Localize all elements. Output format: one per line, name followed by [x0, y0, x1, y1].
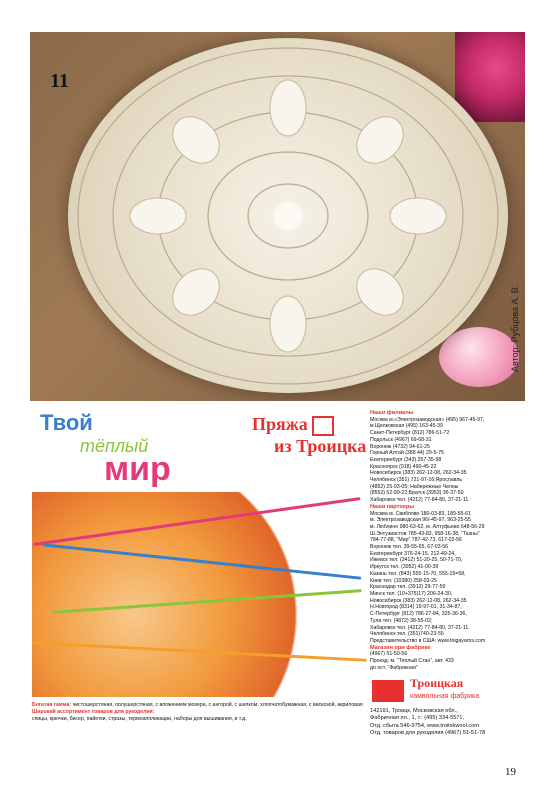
factory-contact-line: Отд. товаров для рукоделия (4967) 51-51-78 [370, 730, 486, 737]
crochet-doily-image [68, 38, 508, 393]
branch-line: Хабаровск тел. (4212) 77-84-80, 37-21-11 [370, 497, 469, 504]
partner-line: Представительство в США: www.toigayarns.com [370, 637, 486, 644]
partners-title: Наши партнеры [370, 503, 415, 510]
branch-line: м.Щелковская (495) 163-45-39 [370, 423, 443, 430]
shop-title: Магазин при фабрике [370, 644, 431, 651]
branches-title: Наши филиалы [370, 410, 414, 416]
slogan-line-2: тёплый [80, 436, 149, 456]
contacts-panel [370, 410, 526, 671]
shop-line: Проезд: м. "Теплый Стан", авт. 433 [370, 658, 454, 665]
partners-list [370, 511, 526, 645]
brand-logo-icon [312, 416, 334, 436]
factory-contact-line: Отд. сбыта 546-9754, www.troitskwool.com [370, 722, 479, 729]
doily-photo [30, 32, 525, 401]
factory-name: Троицкая [410, 676, 464, 690]
brand-title [252, 414, 366, 456]
partner-line: Екатеринбург 376-24-15, 212-49-24, [370, 550, 456, 557]
shop-line: до ост. "Фабрикная" [370, 664, 418, 671]
branch-line: Горный Алтай (388 44) 29-5-75 [370, 450, 444, 457]
photo-number: 11 [50, 70, 69, 92]
partner-line: Воронеж тел. 39-55-65, 67-03-56 [370, 544, 449, 551]
partner-line: Минск тел. (10+375)17) 206-24-30, [370, 590, 453, 597]
slogan-line-3: мир [104, 450, 171, 488]
partner-line: Хабаровск тел. (4212) 77-84-80, 37-21-11, [370, 624, 470, 631]
partner-line: Иркутск тел. (3952) 41-00-39 [370, 564, 439, 571]
range-title: Богатая гамма: [32, 702, 72, 708]
shop-line: (4967) 51-50-56 [370, 651, 408, 658]
branch-line: Санкт-Петербург (812) 786-51-72 [370, 430, 450, 437]
branch-line: Красноярск (918) 490-45-22 [370, 463, 437, 470]
page-number: 19 [505, 766, 516, 778]
factory-contacts [370, 708, 526, 738]
factory-contact-line: Фабричная пл., 1, т.: (495) 334-5571, [370, 715, 465, 722]
slogan-line-1: Твой [40, 410, 93, 435]
branch-line: Подольск (4967) 69-68-31 [370, 436, 432, 443]
assortment-block [32, 702, 367, 723]
factory-logo-icon [372, 680, 404, 702]
branch-line: Воронеж (4732) 94-61-25 [370, 443, 430, 450]
partner-line: Киев тел. (10380) 258-03-25 [370, 577, 437, 584]
partner-line: Казань тел. (843) 555-15-70, 555-15=58, [370, 570, 466, 577]
branch-line: Новосибирск (383) 262-12-08, 262-34-35 [370, 470, 467, 477]
factory-subtitle: камвольная фабрика [410, 693, 480, 700]
brand-line-2: из Троицка [274, 435, 367, 456]
partner-line: 784-77-88, "Мир" 787-42-73, 617-03-56 [370, 537, 462, 544]
yarn-advertisement [32, 410, 526, 750]
branch-line: Москва м.«Электрозаводская» (495) 967-45-97, [370, 416, 485, 423]
branch-line: (4852) 25-93-05; Набережные Челны [370, 483, 459, 490]
branches-list [370, 417, 526, 504]
branch-line: Екатеринбург (343) 257-35-98 [370, 456, 442, 463]
partner-line: С-Петербург (812) 786-27-84, 325-36-36, [370, 611, 467, 618]
partner-line: Ижевск тел. (3412) 51-20-25, 50-71-70, [370, 557, 463, 564]
partner-line: Новосибирск (383) 262-12-08, 262-34-35 [370, 597, 467, 604]
brand-line-1: Пряжа [252, 414, 308, 434]
partner-line: Ш.Энтузиастов 785-43-82, 958-16-38, "Тканы" [370, 530, 480, 537]
assortment-text: спицы, крючки, бисер, пайетки, стразы, термоаппликации, наборы для вышивания, и т.д. [32, 716, 247, 722]
partner-line: Н.Новгород (8314) 19-97-01, 31-34-87, [370, 604, 462, 611]
shop-list [370, 651, 526, 671]
factory-contact-line: 142191, Троицк, Московская обл., [370, 708, 458, 714]
author-credit: Автор: Рубцова А. В. [510, 284, 520, 372]
partner-line: Челябинск тел. (351)740-23-55 [370, 631, 444, 638]
factory-block [370, 676, 526, 738]
partner-line: м. Люблино 980-63-62, м. Алтуфьево 648-56-29 [370, 523, 485, 530]
branch-line: Челябинск (351) 721-97-16;Ярославль [370, 477, 463, 484]
range-text: чистошерстяная, полушерстяная, с вложением мохера, с ангорой, с шелком, хлопчатобумажная, с вискозой, акриловая [72, 702, 363, 708]
partner-line: Москва м. Свиблово 180-03-83, 189-55-61 [370, 510, 471, 517]
branch-line: (8552) 52-99-22;Братск (3953) 36-37-50 [370, 490, 464, 497]
partner-line: м. Электрозаводская 96/-45-97, 963-25-55 [370, 517, 471, 524]
partner-line: Тула тел. (4872) 38-55-02; [370, 617, 433, 624]
partner-line: Краснодар тел. (3912) 29-77-59 [370, 584, 446, 591]
assortment-title: Широкий ассортимент товаров для рукоделия: [32, 709, 155, 715]
